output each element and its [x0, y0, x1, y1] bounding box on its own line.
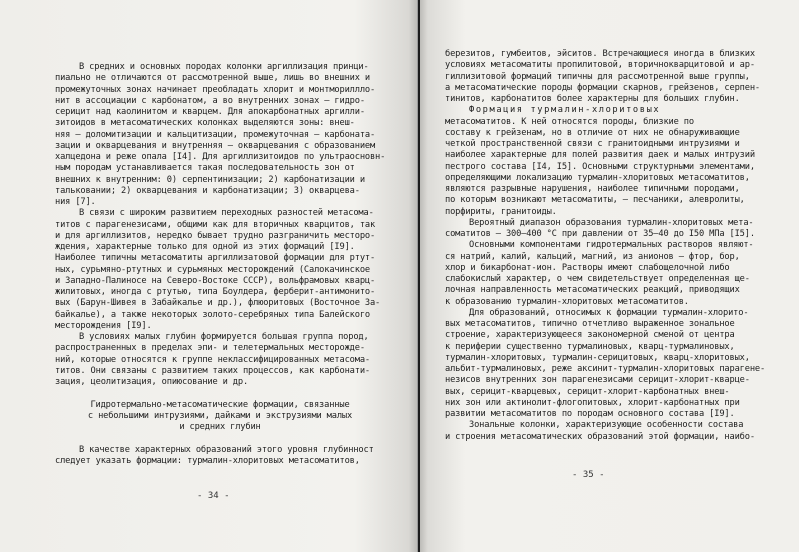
text-line: альбит-турмалиновых, реже аксинит-турмалин-хлоритовых парагене- — [445, 364, 766, 374]
text-line: и Западно-Палиносе на Северо-Востоке СССР), вольфрамовых кварц- — [55, 275, 376, 286]
left-page-number: - 34 - — [197, 491, 230, 501]
text-line: и средних глубин — [179, 422, 261, 432]
text-line: Вероятный диапазон образования турмалин-хлоритовых мета- — [469, 217, 754, 228]
text-line: байкалье), а также некоторых золото-серебряных типа Балейского — [55, 309, 370, 320]
text-line: пестрого состава [I4, I5]. Основными структурными элементами, — [445, 161, 755, 172]
text-line: и для аргиллизитов, нередко бывает трудно разграничить месторо- — [55, 230, 376, 241]
text-line: турмалин-хлоритовых, турмалин-серицитовых, кварц-хлоритовых, — [445, 352, 750, 363]
text-line: няя – доломитизации и кальцитизации, промежуточная – карбоната- — [55, 129, 376, 140]
text-line: условиях метасоматиты пропилитовой, вторичнокварцитовой и ар- — [445, 60, 755, 71]
right-page — [420, 0, 799, 552]
text-line: ний, которые относятся к группе неклассифицированных метасома- — [55, 354, 370, 365]
text-line: ным породам устанавливается такая последовательность зон от — [55, 163, 355, 174]
text-line: Зональные колонки, характеризующие особенности состава — [469, 420, 744, 431]
text-line: определяющими локализацию турмалин-хлоритовых метасоматитов, — [445, 172, 750, 183]
text-line: зация, цеолитизация, опиюсование и др. — [55, 377, 249, 387]
text-line: титов. Они связаны с развитием таких процессов, как карбонати- — [55, 365, 370, 376]
text-line: В качестве характерных образований этого уровня глубинност — [79, 444, 374, 455]
text-line: тальковании; 2) окварцевания и карбонатизации; 3) окварцева- — [55, 185, 360, 196]
text-line: внешних к внутренним: 0) серпентинизации; 2) карбонатизации и — [55, 174, 365, 185]
text-line: Наиболее типичны метасоматиты аргиллизатовой формации для ртут- — [55, 253, 376, 264]
text-line: гиллизитовой формаций типичны для рассмотренной выше группы, — [445, 71, 750, 82]
text-line: развитии метасоматитов по породам основного состава [I9]. — [445, 409, 735, 419]
text-line: по которым возникают метасоматиты, – песчаники, алевролиты, — [445, 195, 745, 206]
text-line: пиально не отличаются от рассмотренной выше, лишь во внешних и — [55, 73, 370, 84]
text-line: порфириты, гранитоиды. — [445, 206, 557, 217]
right-page-number: - 35 - — [572, 470, 605, 480]
text-line — [55, 433, 385, 444]
text-line: метасоматитов. К ней относятся породы, близкие по — [445, 116, 694, 127]
text-line: и строения метасоматических образований этой формации, наибо- — [445, 431, 755, 442]
text-line: ния [7]. — [55, 197, 96, 207]
text-line: В связи с широким развитием переходных разностей метасома- — [79, 208, 374, 219]
text-line: вых, серицит-кварцевых, серицит-хлорит-карбонатных внеш- — [445, 386, 730, 397]
text-line: ждения, характерные только для одной из этих формаций [I9]. — [55, 242, 355, 252]
text-line: соматитов – 300–400 °С при давлении от 35–40 до I50 МПа [I5]. — [445, 229, 755, 239]
text-line: Основными компонентами гидротермальных растворов являют- — [469, 240, 754, 251]
text-line: В средних и основных породах колонки аргиллизация принци- — [79, 62, 369, 72]
text-line: слабокислый характер, о чем свидетельствует определенная ще- — [445, 274, 750, 284]
text-line: титов с парагенезисами, общими как для вторичных кварцитов, так — [55, 219, 376, 230]
text-line: тинитов, карбонатитов более характерны для больших глубин. — [445, 94, 740, 104]
text-line: Для образований, относимых к формации турмалин-хлорито- — [469, 307, 749, 318]
text-line: являются разрывные нарушения, наиболее типичными породами, — [445, 184, 740, 194]
text-line: серицит над каолинитом и кварцем. Для апокарбонатных аргилли- — [55, 107, 365, 117]
text-line: к периферии существенно турмалиновых, кварц-турмалиновых, — [445, 341, 735, 352]
text-line: В условиях малых глубин формируется большая группа пород, — [79, 332, 369, 342]
text-line: лочная направленность метасоматических реакций, приводящих — [445, 285, 740, 296]
left-page-text — [55, 62, 385, 467]
text-line: строение, характеризующееся закономерной сменой от центра — [445, 330, 735, 341]
text-line: вых (Барун-Шивея в Забайкалье и др.), флюоритовых (Восточное За- — [55, 298, 381, 309]
text-line: месторождения [I9]. — [55, 320, 152, 331]
text-line: ных, сурьмяно-ртутных и сурьмяных месторождений (Салокачинское — [55, 264, 370, 275]
text-line: следует указать формации: турмалин-хлоритовых метасоматитов, — [55, 455, 360, 466]
text-line: составу к грейзенам, но в отличие от них не обнаруживающие — [445, 127, 740, 138]
text-line: них зон или актинолит-флогопитовых, хлорит-карбонатных при — [445, 397, 740, 408]
text-line: жилитовых, иногда с ртутью, типа Боулдера, ферберит-антимонито- — [55, 287, 376, 297]
text-line: к образованию турмалин-хлоритовых метасоматитов. — [445, 296, 689, 307]
text-line — [55, 388, 385, 399]
text-line: а метасоматические породы формации скарнов, грейзенов, серпен- — [445, 82, 760, 93]
text-line: вых метасоматитов, типично отчетливо выраженное зональное — [445, 319, 735, 329]
text-line: зитоидов в метасоматических колонках выделяются зоны: внеш- — [55, 118, 355, 129]
text-line: зации и окварцевания и внутренняя – окварцевания с образованием — [55, 140, 376, 151]
text-line: нит в ассоциации с карбонатом, а во внутренних зонах – гидро- — [55, 95, 365, 106]
text-line: четкой пространственной связи с гранитоидными интрузиями и — [445, 139, 740, 149]
text-line: березитов, гумбеитов, эйситов. Встречающиеся иногда в близких — [445, 49, 755, 59]
text-line: Формация турмалин-хлоритовых — [469, 105, 661, 116]
text-line: с небольшими интрузиями, дайками и экструзиями малых — [87, 410, 353, 421]
text-line: наиболее характерные для полей развития даек и малых интрузий — [445, 150, 755, 161]
text-line: Гидротермально-метасоматические формации, связанные — [90, 399, 350, 410]
text-line: хлор и бикарбонат-ион. Растворы имеют слабощелочной либо — [445, 262, 730, 273]
text-line: халцедона и реже опала [I4]. Для аргиллизитоидов по ультраосновн- — [55, 152, 386, 162]
text-line: незисов внутренних зон парагенезисами серицит-хлорит-кварце- — [445, 375, 750, 386]
text-line: ся натрий, калий, кальций, магний, из анионов – фтор, бор, — [445, 251, 740, 262]
right-page-text — [445, 49, 775, 443]
text-line: распространенных в пределах эпи- и телетермальных месторожде- — [55, 343, 365, 354]
text-line: промежуточных зонах начинает преобладать хлорит и монтмориллло- — [55, 84, 376, 95]
